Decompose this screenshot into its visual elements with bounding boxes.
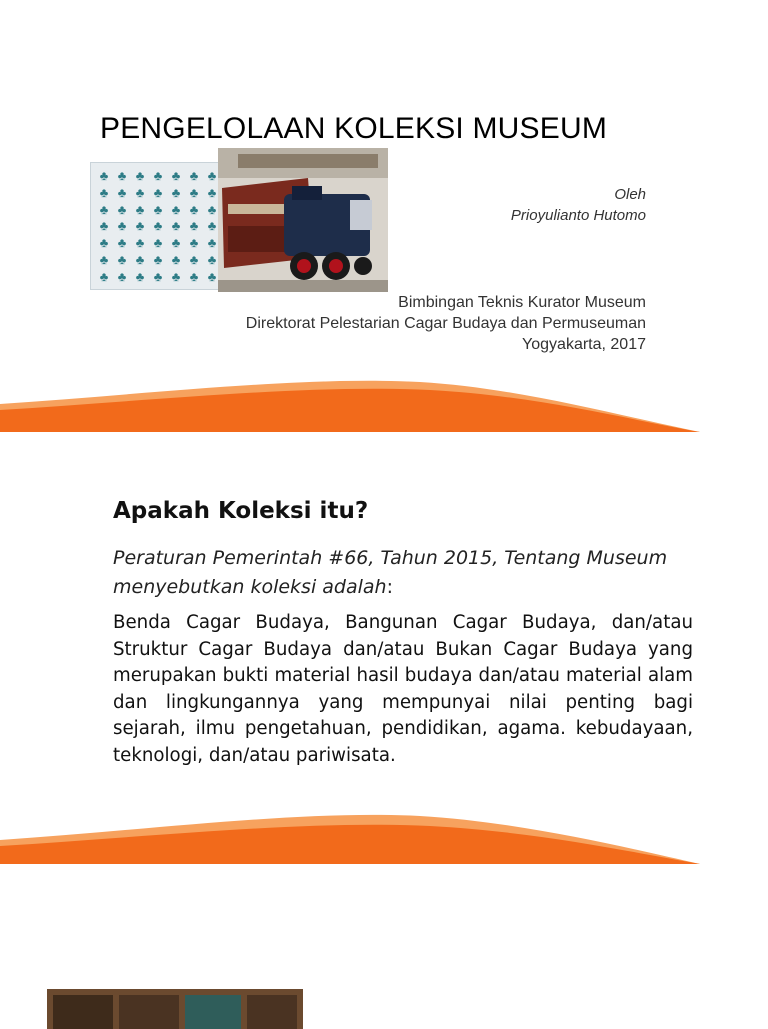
location-year: Yogyakarta, 2017 — [522, 336, 646, 353]
model-trains-image — [218, 148, 388, 292]
regulation-reference — [113, 544, 698, 602]
slide-heading: Apakah Koleksi itu? — [113, 498, 369, 524]
author-block — [511, 184, 646, 226]
event-block — [246, 292, 646, 355]
author-label: Oleh — [614, 186, 646, 203]
batik-textile-image: ♣ ♣ ♣ ♣ ♣ ♣ ♣ ♣ ♣ ♣ ♣ ♣ ♣ ♣ ♣ ♣ ♣ ♣ ♣ ♣ ♣ ♣ ♣ ♣ ♣ ♣ ♣ ♣ ♣ ♣ ♣ ♣ ♣ ♣ ♣ ♣ ♣ ♣ ♣ ♣ ♣ ♣ ♣ ♣ ♣ ♣ ♣ ♣ ♣ — [90, 162, 226, 290]
regulation-colon: : — [386, 576, 393, 598]
storage-shelf-image — [47, 989, 303, 1029]
next-slide-partial — [0, 884, 768, 1024]
event-name: Bimbingan Teknis Kurator Museum — [398, 294, 646, 311]
author-name: Prioyulianto Hutomo — [510, 207, 646, 224]
title-slide — [0, 0, 768, 436]
collection-photo-collage — [88, 148, 388, 292]
slide-title: PENGELOLAAN KOLEKSI MUSEUM — [100, 112, 608, 145]
definition-slide — [0, 450, 768, 870]
organizer: Direktorat Pelestarian Cagar Budaya dan Permuseuman — [245, 315, 646, 332]
regulation-text: Peraturan Pemerintah #66, Tahun 2015, Tentang Museum menyebutkan koleksi adalah — [113, 547, 668, 598]
orange-wave-divider — [0, 376, 768, 436]
collection-definition: Benda Cagar Budaya, Bangunan Cagar Budaya, dan/atau Struktur Cagar Budaya dan/atau Bukan Cagar Budaya yang merupakan bukti material hasil budaya dan/atau material alam dan lingkungannya yang mempunyai nilai penting bagi sejarah, ilmu pengetahuan, pendidikan, agama. kebudayaan, teknologi, dan/atau pariwisata. — [113, 612, 693, 766]
orange-wave-divider — [0, 810, 768, 866]
